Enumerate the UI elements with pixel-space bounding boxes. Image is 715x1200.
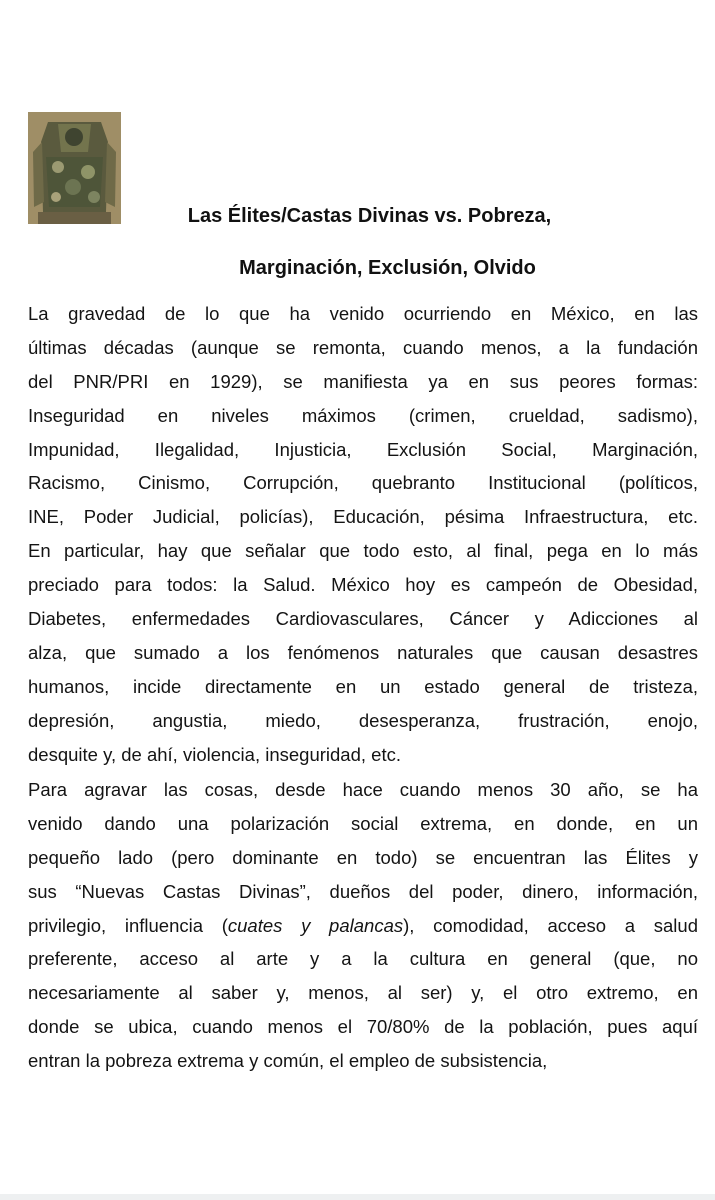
paragraph-line: depresión, angustia, miedo, desesperanza, frustración, enojo, <box>28 709 698 731</box>
paragraph-line: En particular, hay que señalar que todo esto, al final, pega en lo más <box>28 540 698 562</box>
paragraph-line: venido dando una polarización social extrema, en donde, en un <box>28 812 698 834</box>
paragraph-line: del PNR/PRI en 1929), se manifiesta ya en sus peores formas: <box>28 370 698 392</box>
document-title-line-2: Marginación, Exclusión, Olvido <box>239 257 536 279</box>
italic-phrase: cuates y palancas <box>227 914 404 936</box>
paragraph-line-with-italic <box>28 909 698 943</box>
paragraph-line: Inseguridad en niveles máximos (crimen, crueldad, sadismo), <box>28 404 698 426</box>
paragraph-line: preferente, acceso al arte y a la cultura en general (que, no <box>28 948 698 970</box>
paragraph-line: humanos, incide directamente en un estado general de tristeza, <box>28 675 698 697</box>
paragraph-1 <box>28 297 698 771</box>
paragraph-line: Para agravar las cosas, desde hace cuando menos 30 año, se ha <box>28 779 698 800</box>
paragraph-line: sus “Nuevas Castas Divinas”, dueños del poder, dinero, información, <box>28 880 698 902</box>
paragraph-line: Diabetes, enfermedades Cardiovasculares, Cáncer y Adicciones al <box>28 608 698 630</box>
paragraph-line: Racismo, Cinismo, Corrupción, quebranto Institucional (políticos, <box>28 472 698 494</box>
text-run: ), comodidad, acceso a salud <box>403 914 698 936</box>
paragraph-line: entran la pobreza extrema y común, el empleo de subsistencia, <box>28 1050 548 1072</box>
bottom-divider <box>0 1194 715 1200</box>
paragraph-line: Impunidad, Ilegalidad, Injusticia, Exclusión Social, Marginación, <box>28 438 698 460</box>
document-title-line-1: Las Élites/Castas Divinas vs. Pobreza, <box>187 205 552 227</box>
paragraph-line: INE, Poder Judicial, policías), Educación, pésima Infraestructura, etc. <box>28 506 698 528</box>
paragraph-line: últimas décadas (aunque se remonta, cuando menos, a la fundación <box>28 336 698 358</box>
paragraph-line: pequeño lado (pero dominante en todo) se encuentran las Élites y <box>28 846 698 868</box>
paragraph-line: La gravedad de lo que ha venido ocurriendo en México, en las <box>28 303 698 324</box>
paragraph-line: desquite y, de ahí, violencia, inseguridad, etc. <box>28 743 401 765</box>
paragraph-line: alza, que sumado a los fenómenos naturales que causan desastres <box>28 641 698 663</box>
paragraph-2 <box>28 773 698 1078</box>
text-run: privilegio, influencia ( <box>28 914 228 936</box>
paragraph-line: preciado para todos: la Salud. México hoy es campeón de Obesidad, <box>28 574 698 596</box>
paragraph-line: necesariamente al saber y, menos, al ser) y, el otro extremo, en <box>28 982 698 1004</box>
paragraph-line: donde se ubica, cuando menos el 70/80% de la población, pues aquí <box>28 1016 698 1038</box>
